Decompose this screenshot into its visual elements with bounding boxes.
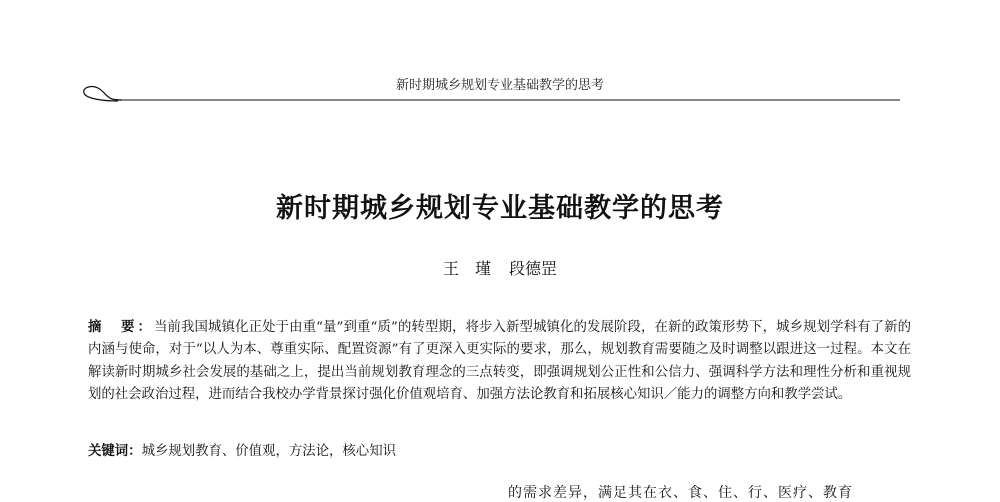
running-header-title: 新时期城乡规划专业基础教学的思考	[395, 78, 604, 93]
running-header	[0, 0, 1000, 110]
author-name: 王 瑾	[442, 259, 491, 278]
keywords-label: 关键词：	[88, 444, 142, 459]
body-text-fragment: 的需求差异，满足其在衣、食、住、行、医疗、教育	[508, 485, 853, 501]
abstract	[88, 317, 911, 406]
article-title: 新时期城乡规划专业基础教学的思考	[276, 193, 724, 224]
abstract-text: 当前我国城镇化正处于由重“量”到重“质”的转型期，将步入新型城镇化的发展阶段，在新的政策形势下，城乡规划学科有了新的内涵与使命，对于“以人为本、尊重实际、配置资源”有了更深入更实际的要求，那么，规划教育需要随之及时调整以跟进这一过程。本文在解读新时期城乡社会发展的基础之上，提出当前规划教育理念的三点转变，即强调规划公正性和公信力、强调科学方法和理性分析和重视规划的社会政治过程，进而结合我校办学背景探讨强化价值观培育、加强方法论教育和拓展核心知识／能力的调整方向和教学尝试。	[88, 320, 912, 402]
keywords-text: 城乡规划教育、价值观，方法论，核心知识	[141, 444, 396, 459]
header-rule	[0, 0, 1000, 110]
author-list	[0, 256, 1000, 279]
keywords	[88, 442, 911, 462]
author-name: 段德罡	[509, 259, 558, 278]
abstract-label: 摘 要：	[88, 320, 155, 335]
